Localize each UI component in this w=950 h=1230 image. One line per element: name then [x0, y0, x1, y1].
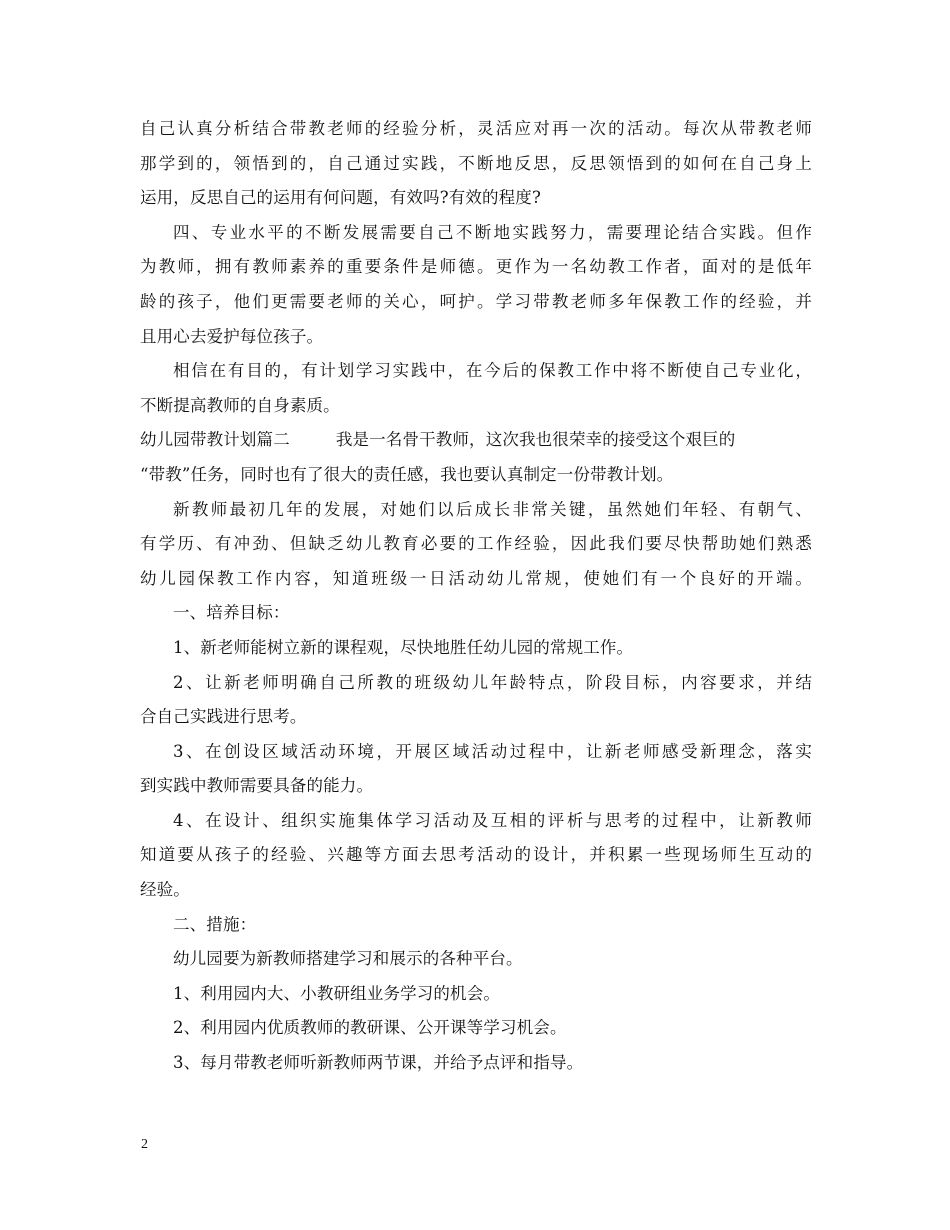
text-line: 知道要从孩子的经验、兴趣等方面去思考活动的设计，并积累一些现场师生互动的: [140, 845, 812, 865]
text-line: 3、每月带教老师听新教师两节课，并给予点评和指导。: [173, 1053, 584, 1073]
body-text: [140, 112, 812, 1081]
text-line: 且用心去爱护每位孩子。: [140, 326, 324, 346]
text-line: 四、专业水平的不断发展需要自己不断地实践努力，需要理论结合实践。但作: [173, 222, 812, 242]
text-line: 为教师，拥有教师素养的重要条件是师德。更作为一名幼教工作者，面对的是低年: [140, 257, 812, 277]
section-heading: 幼儿园带教计划篇二: [140, 430, 290, 450]
text-line: 2、利用园内优质教师的教研课、公开课等学习机会。: [173, 1018, 567, 1038]
text-line: 相信在有目的，有计划学习实践中，在今后的保教工作中将不断使自己专业化，: [173, 361, 812, 381]
paragraph-text: 我是一名骨干教师，这次我也很荣幸的接受这个艰巨的: [335, 430, 736, 450]
text-line: [140, 423, 812, 458]
text-line: 那学到的，领悟到的，自己通过实践，不断地反思，反思领悟到的如何在自己身上: [140, 153, 812, 173]
text-line: 2、让新老师明确自己所教的班级幼儿年龄特点，阶段目标，内容要求，并结: [173, 672, 812, 692]
text-line: 龄的孩子，他们更需要老师的关心，呵护。学习带教老师多年保教工作的经验，并: [140, 291, 812, 311]
text-line: 幼儿园要为新教师搭建学习和展示的各种平台。: [173, 949, 523, 969]
text-line: 经验。: [140, 880, 190, 900]
text-line: 到实践中教师需要具备的能力。: [140, 776, 374, 796]
text-line: 有学历、有冲劲、但缺乏幼儿教育必要的工作经验，因此我们要尽快帮助她们熟悉: [140, 534, 812, 554]
text-line: 幼儿园保教工作内容，知道班级一日活动幼儿常规，使她们有一个良好的开端。: [140, 568, 812, 588]
text-line: 3、在创设区域活动环境，开展区域活动过程中，让新老师感受新理念，落实: [173, 741, 812, 761]
text-line: 4、在设计、组织实施集体学习活动及互相的评析与思考的过程中，让新教师: [173, 810, 812, 830]
text-line: 自己认真分析结合带教老师的经验分析，灵活应对再一次的活动。每次从带教老师: [140, 119, 812, 138]
text-line: 1、利用园内大、小教研组业务学习的机会。: [173, 983, 500, 1003]
page-number: 2: [141, 1137, 148, 1152]
text-line: 合自己实践进行思考。: [140, 707, 307, 727]
text-line: 二、措施：: [173, 914, 257, 934]
text-line: 运用，反思自己的运用有何问题，有效吗?有效的程度?: [140, 188, 541, 208]
text-line: 一、培养目标：: [173, 603, 290, 623]
text-line: 1、新老师能树立新的课程观，尽快地胜任幼儿园的常规工作。: [173, 637, 634, 657]
text-line: 新教师最初几年的发展，对她们以后成长非常关键，虽然她们年轻、有朝气、: [173, 499, 812, 519]
text-line: 不断提高教师的自身素质。: [140, 395, 340, 415]
text-line: “带教”任务，同时也有了很大的责任感，我也要认真制定一份带教计划。: [140, 464, 674, 484]
